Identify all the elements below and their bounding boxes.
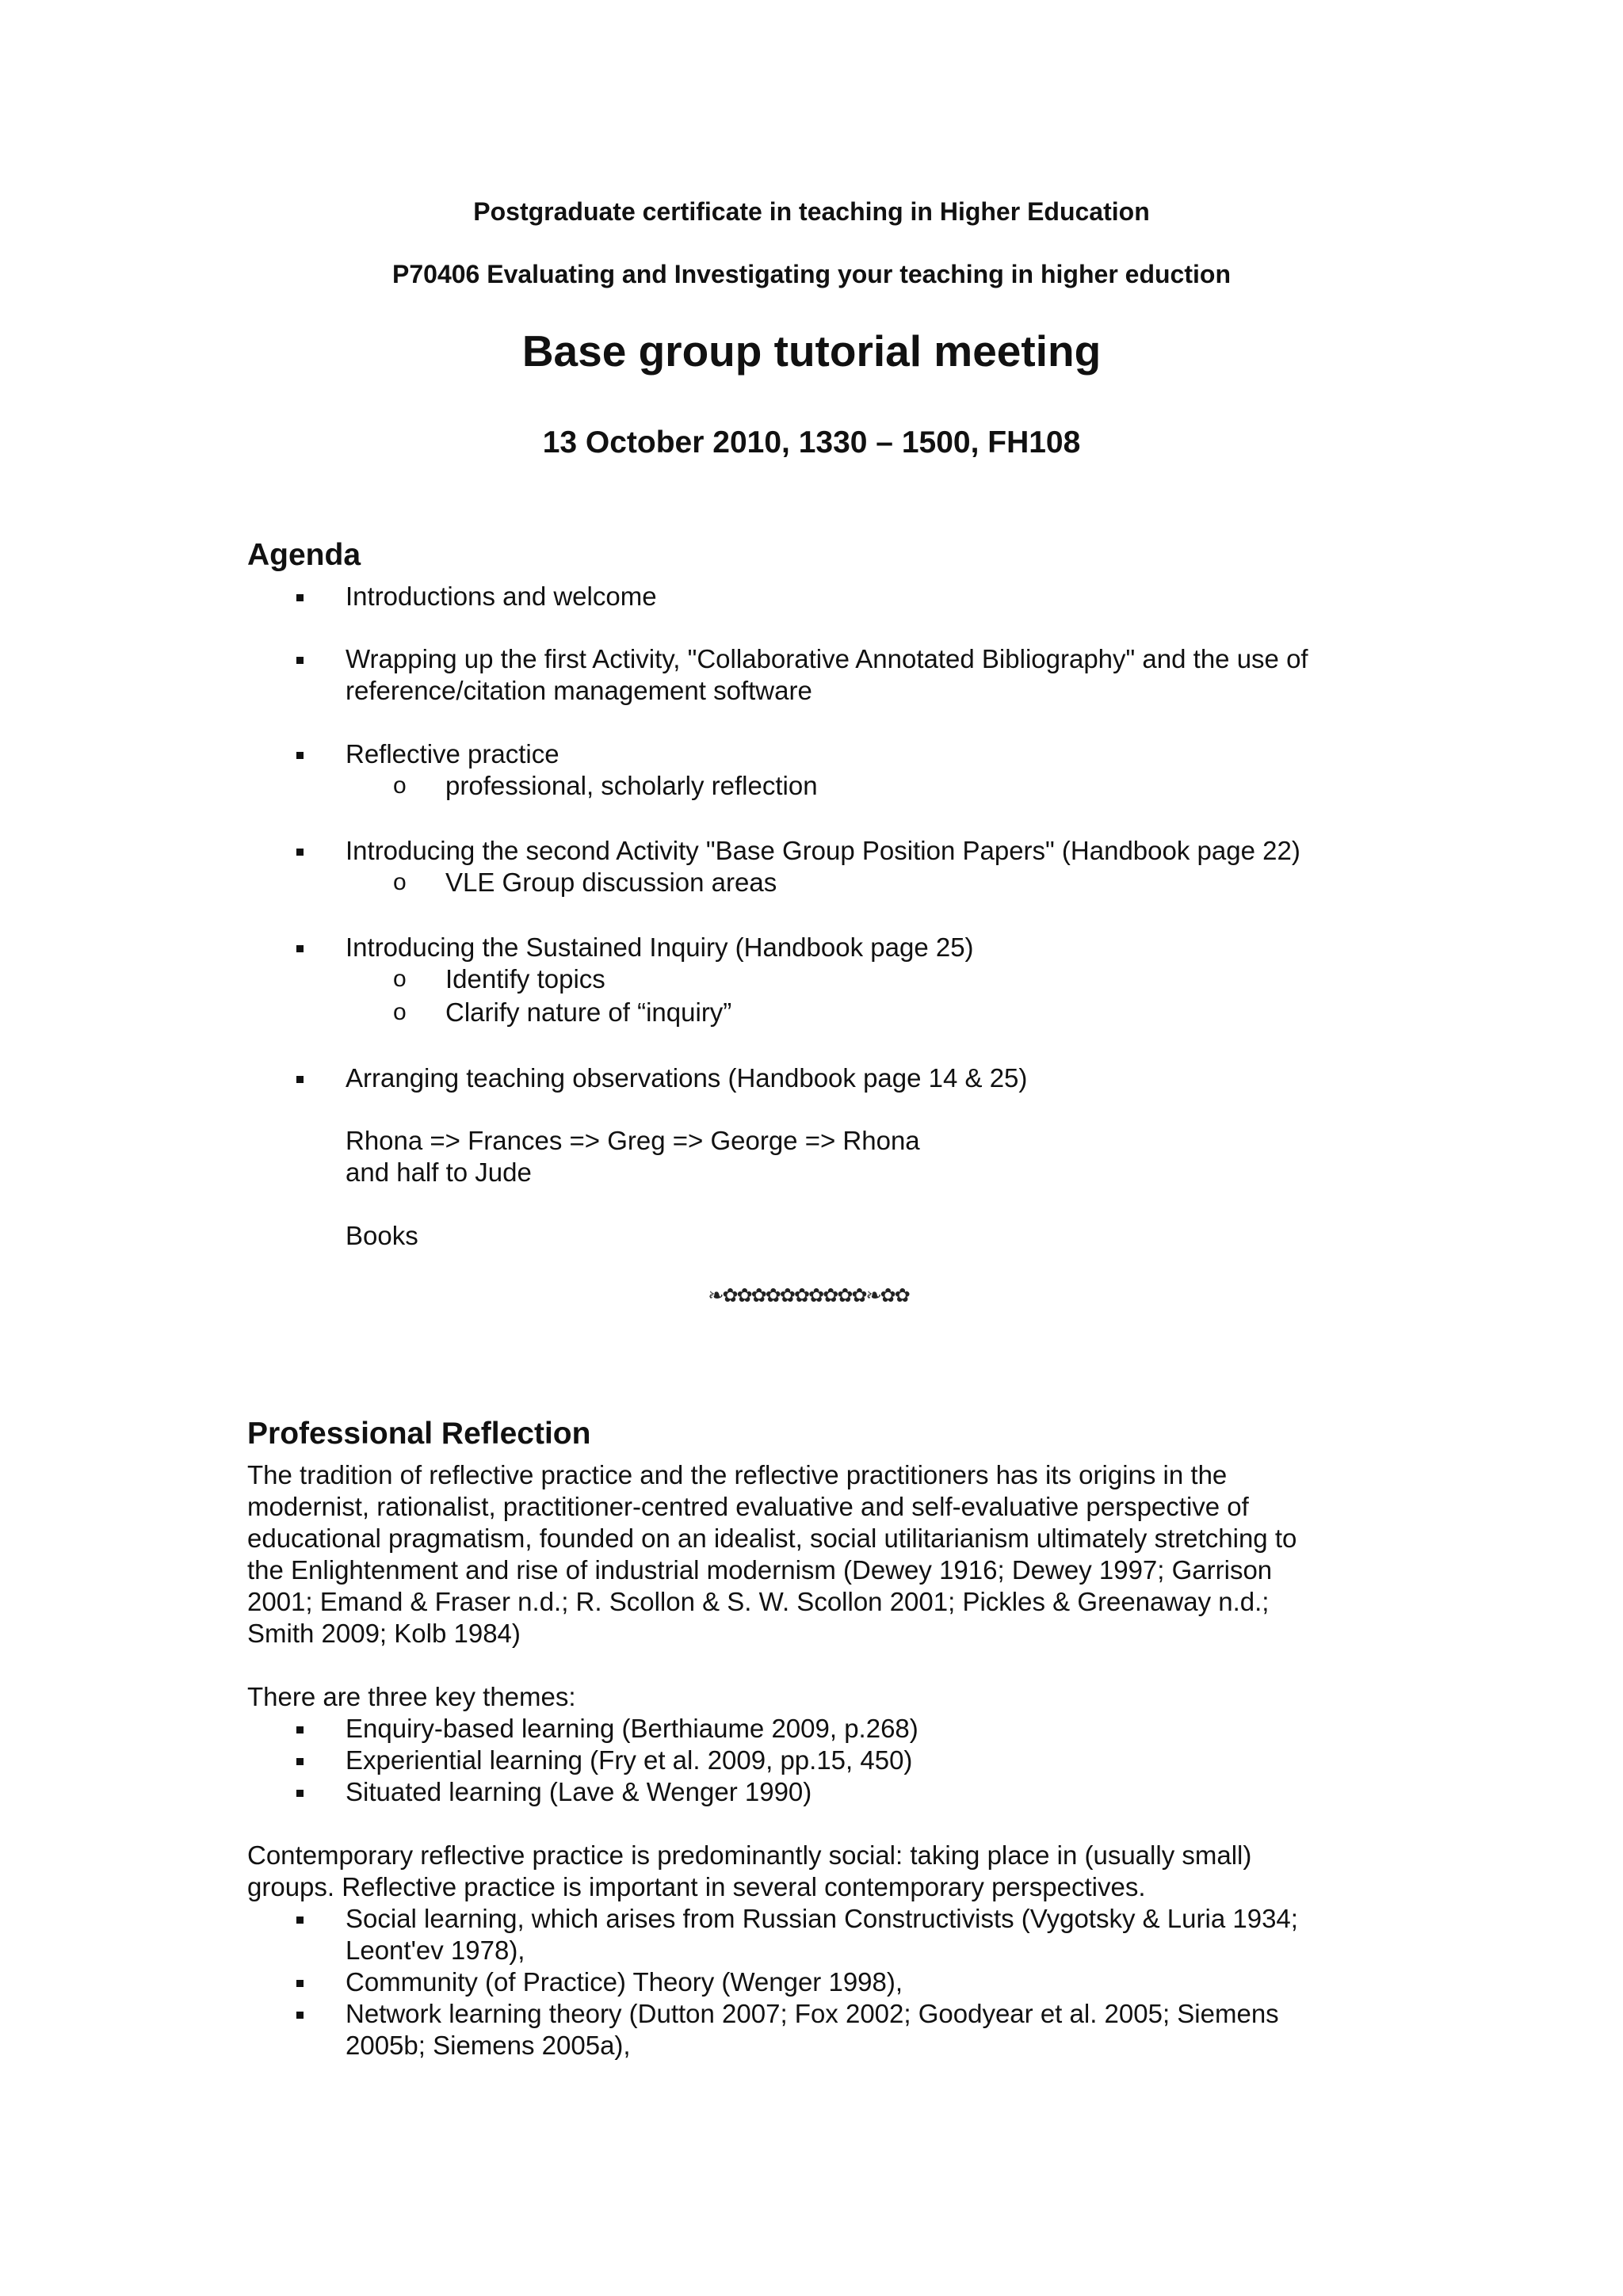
professional-reflection-heading: Professional Reflection	[247, 1417, 591, 1451]
perspective-item: Network learning theory (Dutton 2007; Fox 2002; Goodyear et al. 2005; Siemens	[346, 1998, 1392, 2030]
bullet-icon	[296, 752, 304, 759]
observation-rota: Rhona => Frances => Greg => George => Rhona	[346, 1126, 920, 1155]
page-title: Base group tutorial meeting	[521, 326, 1102, 376]
bullet-icon	[296, 1980, 304, 1987]
sub-bullet-icon: o	[393, 966, 407, 992]
bullet-icon	[296, 1917, 304, 1924]
agenda-item: Reflective practice	[346, 738, 1392, 770]
agenda-subitem: o Identify topics	[393, 964, 605, 994]
theme-item: Experiential learning (Fry et al. 2009, pp.15, 450)	[346, 1745, 1392, 1776]
agenda-item: Wrapping up the first Activity, "Collaborative Annotated Bibliography" and the use of	[346, 643, 1392, 675]
agenda-item-continuation: reference/citation management software	[346, 676, 812, 705]
contemporary-paragraph-line: groups. Reflective practice is important in several contemporary perspectives.	[247, 1872, 1146, 1901]
sub-bullet-icon: o	[393, 772, 407, 799]
bullet-icon	[296, 594, 304, 601]
reflection-paragraph-line: 2001; Emand & Fraser n.d.; R. Scollon & S. W. Scollon 2001; Pickles & Greenaway n.d.;	[247, 1587, 1270, 1616]
books-note: Books	[346, 1221, 418, 1250]
meeting-date-time: 13 October 2010, 1330 – 1500, FH108	[542, 425, 1081, 460]
agenda-subitem: o VLE Group discussion areas	[393, 868, 777, 897]
bullet-icon	[296, 2012, 304, 2019]
module-title: P70406 Evaluating and Investigating your teaching in higher eduction	[392, 260, 1231, 288]
agenda-item: Introductions and welcome	[346, 581, 1392, 612]
perspective-item-continuation: Leont'ev 1978),	[346, 1936, 525, 1965]
sub-bullet-icon: o	[393, 869, 407, 895]
agenda-item: Introducing the Sustained Inquiry (Handbook page 25)	[346, 932, 1392, 963]
bullet-icon	[296, 1758, 304, 1765]
agenda-heading: Agenda	[247, 538, 361, 572]
bullet-icon	[296, 945, 304, 952]
sub-bullet-icon: o	[393, 999, 407, 1025]
agenda-item: Introducing the second Activity "Base Group Position Papers" (Handbook page 22)	[346, 835, 1392, 867]
contemporary-paragraph-line: Contemporary reflective practice is predominantly social: taking place in (usually small)	[247, 1840, 1252, 1870]
bullet-icon	[296, 1790, 304, 1797]
bullet-icon	[296, 849, 304, 856]
agenda-subitem: o Clarify nature of “inquiry”	[393, 997, 732, 1027]
perspective-item: Social learning, which arises from Russian Constructivists (Vygotsky & Luria 1934;	[346, 1903, 1392, 1935]
agenda-subitem: o professional, scholarly reflection	[393, 771, 818, 800]
ornament-divider-icon: ❧✿✿✿✿✿✿✿✿✿✿❧✿✿	[708, 1284, 909, 1306]
agenda-item: Arranging teaching observations (Handbook page 14 & 25)	[346, 1062, 1392, 1094]
perspective-item: Community (of Practice) Theory (Wenger 1998),	[346, 1966, 1392, 1998]
bullet-icon	[296, 1726, 304, 1733]
theme-item: Situated learning (Lave & Wenger 1990)	[346, 1776, 1392, 1808]
perspective-item-continuation: 2005b; Siemens 2005a),	[346, 2031, 631, 2060]
reflection-paragraph-line: educational pragmatism, founded on an idealist, social utilitarianism ultimately stretching to	[247, 1524, 1297, 1553]
theme-item: Enquiry-based learning (Berthiaume 2009, p.268)	[346, 1713, 1392, 1745]
reflection-paragraph-line: modernist, rationalist, practitioner-centred evaluative and self-evaluative perspective of	[247, 1492, 1249, 1521]
reflection-paragraph-line: the Enlightenment and rise of industrial modernism (Dewey 1916; Dewey 1997; Garrison	[247, 1555, 1273, 1585]
bullet-icon	[296, 1076, 304, 1083]
reflection-paragraph-line: Smith 2009; Kolb 1984)	[247, 1619, 521, 1648]
themes-intro: There are three key themes:	[247, 1682, 576, 1711]
course-title: Postgraduate certificate in teaching in Higher Education	[473, 197, 1150, 226]
bullet-icon	[296, 657, 304, 664]
reflection-paragraph-line: The tradition of reflective practice and the reflective practitioners has its origins in the	[247, 1460, 1228, 1489]
observation-rota-note: and half to Jude	[346, 1158, 532, 1187]
